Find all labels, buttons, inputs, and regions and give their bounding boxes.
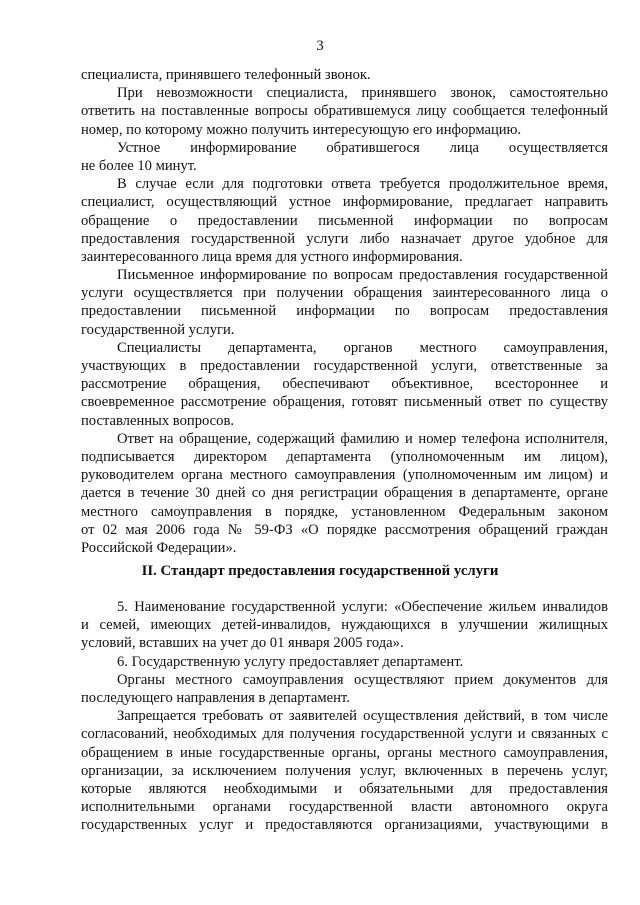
text-line: согласований, необходимых для получения государственной услуги и связанных с — [81, 726, 608, 743]
text-line: обращение о предоставлении письменной информации по вопросам — [81, 212, 608, 229]
text-line: Письменное информирование по вопросам предоставления государственной — [117, 267, 608, 284]
text-line: предоставления государственной услуги либо назначает другое удобное для — [81, 230, 608, 247]
text-line: Запрещается требовать от заявителей осуществления действий, в том числе — [117, 708, 608, 725]
text-line: местного самоуправления в порядке, установленном Федеральным законом — [81, 503, 608, 520]
text-line: рассмотрение обращения, обеспечивают объективное, всестороннее и — [81, 376, 608, 393]
text-line: специалиста, принявшего телефонный звонок. — [81, 67, 371, 83]
text-line: государственных услуг и предоставляются организациями, участвующими в — [81, 817, 608, 834]
text-line: заинтересованного лица время для устного информирования. — [81, 248, 463, 265]
text-line: дается в течение 30 дней со дня регистрации обращения в департаменте, органе — [81, 485, 608, 502]
text-line: Ответ на обращение, содержащий фамилию и номер телефона исполнителя, — [117, 430, 608, 447]
body-text-block-2 — [81, 598, 608, 834]
page-number: 3 — [316, 38, 324, 54]
text-line: специалист, осуществляющий устное информирование, предлагает направить — [81, 194, 608, 211]
text-line: участвующих в предоставлении государственной услуги, ответственные за — [81, 358, 608, 374]
text-line: и семей, имеющих детей-инвалидов, нуждающихся в улучшении жилищных — [81, 617, 608, 634]
text-line: При невозможности специалиста, принявшего звонок, самостоятельно — [117, 85, 608, 102]
text-line: Органы местного самоуправления осуществляют прием документов для — [117, 671, 608, 688]
text-line: подписывается директором департамента (уполномоченным им лицом), — [81, 448, 608, 465]
text-line: своевременное рассмотрение обращения, готовят письменный ответ по существу — [81, 394, 608, 411]
text-line: 6. Государственную услугу предоставляет департамент. — [117, 653, 464, 670]
text-line: ответить на поставленные вопросы обратившемуся лицу сообщается телефонный — [81, 103, 608, 120]
text-line: Российской Федерации». — [81, 539, 237, 556]
text-line: обращением в иные государственные органы, органы местного самоуправления, — [81, 744, 608, 761]
text-line: предоставлении письменной информации по вопросам предоставления — [81, 303, 608, 320]
text-line: государственной услуги. — [81, 321, 235, 338]
text-line: которые являются необходимыми и обязательными для предоставления — [81, 780, 608, 797]
text-line: поставленных вопросов. — [81, 412, 234, 429]
text-line: руководителем органа местного самоуправления (уполномоченным им лицом) и — [81, 467, 608, 484]
section-title: II. Стандарт предоставления государственной услуги — [141, 563, 499, 579]
text-line: исполнительными органами государственной власти автономного округа — [81, 799, 608, 816]
body-text-block-1 — [81, 66, 608, 557]
text-line: Специалисты департамента, органов местного самоуправления, — [117, 339, 608, 356]
text-line: Устное информирование обратившегося лица осуществляется — [117, 139, 608, 156]
text-line: условий, вставших на учет до 01 января 2005 года». — [81, 635, 404, 652]
text-line: не более 10 минут. — [81, 157, 197, 174]
text-line: номер, по которому можно получить интересующую его информацию. — [81, 121, 522, 138]
text-line: организации, за исключением получения услуг, включенных в перечень услуг, — [81, 762, 608, 779]
text-line: последующего направления в департамент. — [81, 689, 350, 706]
text-line: 5. Наименование государственной услуги: «Обеспечение жильем инвалидов — [117, 599, 608, 615]
text-line: от 02 мая 2006 года № 59-ФЗ «О порядке рассмотрения обращений граждан — [81, 521, 608, 538]
text-line: услуги осуществляется при получении обращения заинтересованного лица о — [81, 285, 608, 302]
text-line: В случае если для подготовки ответа требуется продолжительное время, — [117, 176, 608, 193]
